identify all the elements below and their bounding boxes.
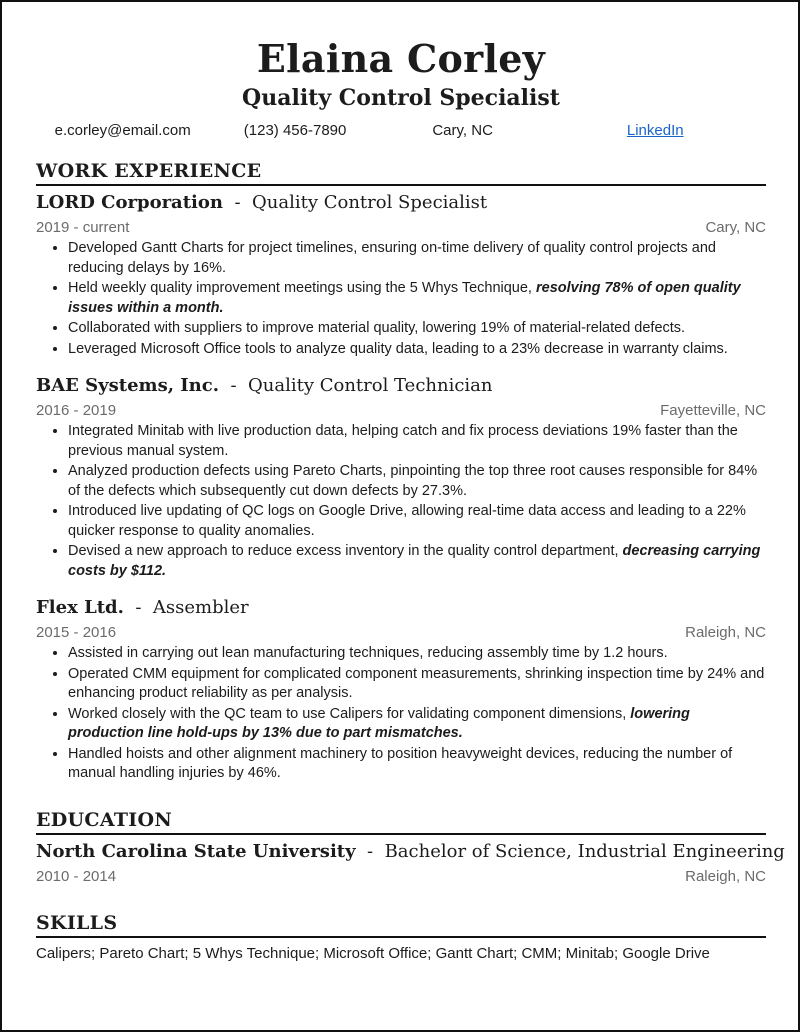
education-degree: Bachelor of Science, Industrial Engineering bbox=[384, 840, 785, 862]
job-bullets bbox=[36, 239, 766, 359]
job-dates: 2019 - current bbox=[36, 219, 130, 236]
job-bullets bbox=[36, 644, 766, 784]
education-school: North Carolina State University bbox=[36, 840, 356, 862]
candidate-name: Elaina Corley bbox=[256, 36, 546, 81]
job-entry bbox=[36, 190, 766, 359]
job-location: Fayetteville, NC bbox=[660, 402, 766, 419]
education-dates: 2010 - 2014 bbox=[36, 867, 117, 885]
job-meta bbox=[36, 401, 766, 421]
job-bullet: • Handled hoists and other alignment machinery to position heavyweight devices, reducing the number of manual handling injuries by 46%. bbox=[68, 745, 766, 784]
education-location: Raleigh, NC bbox=[685, 867, 766, 885]
job-separator: - bbox=[224, 375, 243, 396]
contact-email: e.corley@email.com bbox=[54, 122, 191, 139]
skills-list: Calipers; Pareto Chart; 5 Whys Technique; Microsoft Office; Gantt Chart; CMM; Minitab; Google Drive bbox=[36, 944, 710, 962]
bullet-highlight: decreasing carrying costs by $112. bbox=[68, 543, 761, 579]
job-bullet: • Leveraged Microsoft Office tools to analyze quality data, leading to a 23% decrease in warranty claims. bbox=[68, 340, 766, 360]
job-bullet: • Held weekly quality improvement meetings using the 5 Whys Technique, resolving 78% of open quality issues within a month. bbox=[68, 279, 766, 318]
candidate-title: Quality Control Specialist bbox=[242, 85, 560, 111]
job-bullet: • Developed Gantt Charts for project timelines, ensuring on-time delivery of quality control projects and reducing delays by 16%. bbox=[68, 239, 766, 278]
education-meta bbox=[36, 867, 766, 887]
education-separator: - bbox=[361, 840, 379, 862]
job-entry bbox=[36, 595, 766, 784]
job-header bbox=[36, 190, 766, 216]
job-bullet: • Operated CMM equipment for complicated component measurements, shrinking inspection time by 24% and enhancing product reliability as per analysis. bbox=[68, 665, 766, 704]
job-company: BAE Systems, Inc. bbox=[36, 375, 219, 396]
job-bullet: • Devised a new approach to reduce excess inventory in the quality control department, decreasing carrying costs by $112. bbox=[68, 542, 766, 581]
job-role: Quality Control Specialist bbox=[251, 192, 488, 213]
job-role: Assembler bbox=[152, 597, 249, 618]
job-company: LORD Corporation bbox=[36, 192, 223, 213]
job-dates: 2016 - 2019 bbox=[36, 402, 117, 419]
job-meta bbox=[36, 623, 766, 643]
contact-linkedin bbox=[544, 121, 766, 141]
linkedin-link[interactable]: LinkedIn bbox=[626, 122, 684, 139]
contact-row bbox=[36, 121, 766, 141]
job-company: Flex Ltd. bbox=[36, 597, 124, 618]
job-bullet: • Assisted in carrying out lean manufacturing techniques, reducing assembly time by 1.2 hours. bbox=[68, 644, 766, 664]
job-separator: - bbox=[129, 597, 148, 618]
job-meta bbox=[36, 218, 766, 238]
work-experience-heading: WORK EXPERIENCE bbox=[36, 159, 766, 186]
education-entry bbox=[36, 839, 785, 887]
bullet-highlight: resolving 78% of open quality issues within a month. bbox=[68, 280, 741, 316]
job-role: Quality Control Technician bbox=[247, 375, 493, 396]
job-header bbox=[36, 595, 766, 621]
job-bullet: • Introduced live updating of QC logs on Google Drive, allowing real-time data access and leading to a 22% quicker response to quality anomalies. bbox=[68, 502, 766, 541]
job-bullet: • Integrated Minitab with live production data, helping catch and fix process deviations 19% faster than the previous manual system. bbox=[68, 422, 766, 461]
education-heading: EDUCATION bbox=[36, 808, 766, 835]
job-dates: 2015 - 2016 bbox=[36, 624, 117, 641]
education-header bbox=[36, 839, 785, 865]
contact-location: Cary, NC bbox=[432, 122, 493, 139]
job-bullet: • Analyzed production defects using Pareto Charts, pinpointing the top three root causes responsible for 84% of the defects which subsequently cut down defects by 27.3%. bbox=[68, 462, 766, 501]
contact-phone: (123) 456-7890 bbox=[243, 122, 347, 139]
job-separator: - bbox=[228, 192, 247, 213]
job-location: Cary, NC bbox=[705, 219, 766, 236]
job-header bbox=[36, 373, 766, 399]
skills-heading: SKILLS bbox=[36, 911, 766, 938]
job-bullets bbox=[36, 422, 766, 581]
job-location: Raleigh, NC bbox=[685, 624, 766, 641]
job-bullet: • Worked closely with the QC team to use Calipers for validating component dimensions, lowering production line hold-ups by 13% due to part mismatches. bbox=[68, 705, 766, 744]
job-entry bbox=[36, 373, 766, 581]
bullet-highlight: lowering production line hold-ups by 13% due to part mismatches. bbox=[68, 705, 690, 741]
job-bullet: • Collaborated with suppliers to improve material quality, lowering 19% of material-related defects. bbox=[68, 319, 766, 339]
